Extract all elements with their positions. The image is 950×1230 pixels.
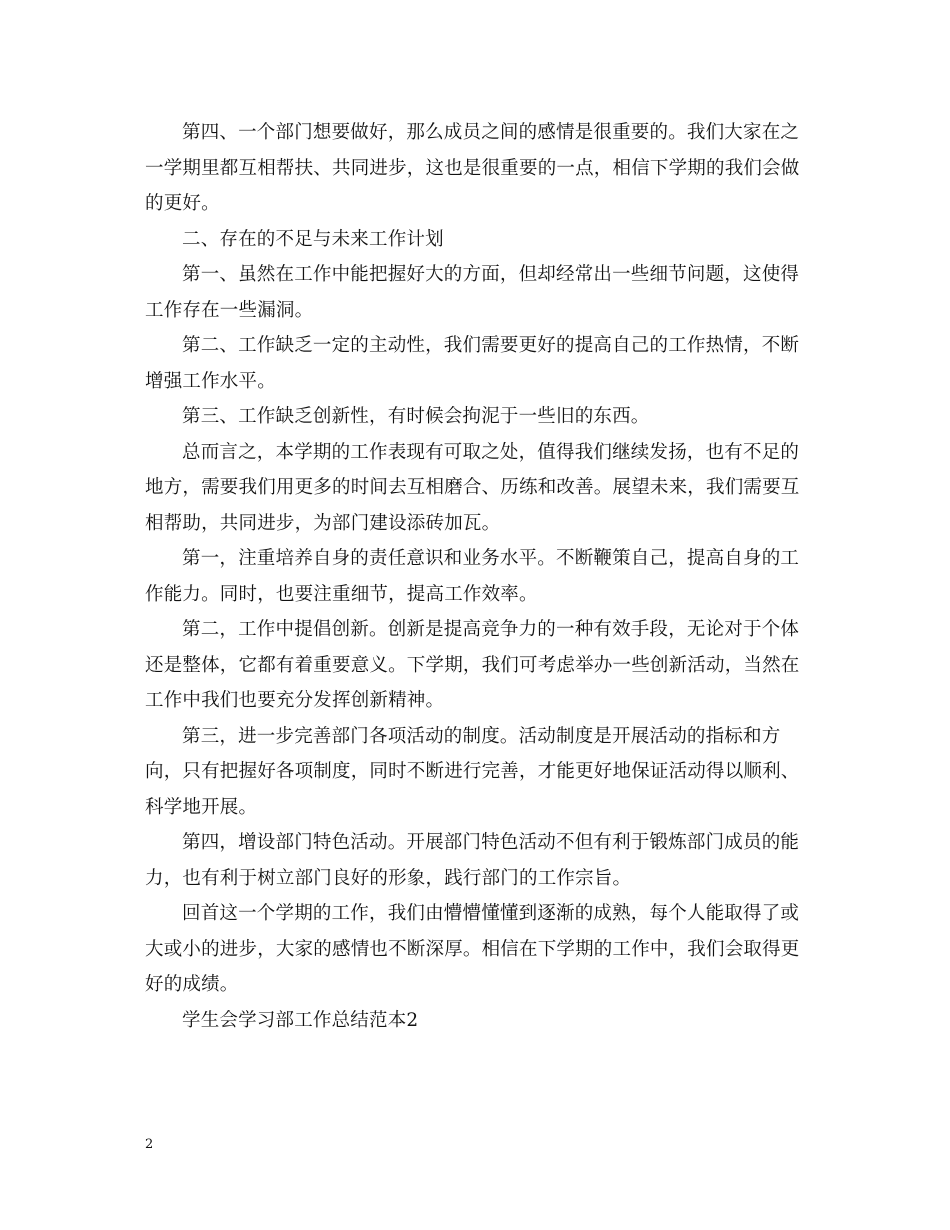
next-section-title: 学生会学习部工作总结范本2 bbox=[182, 1009, 419, 1031]
paragraph-9: 第三，进一步完善部门各项活动的制度。活动制度是开展活动的指标和方向，只有把握好各项制度，同时不断进行完善，才能更好地保证活动得以顺利、科学地开展。 bbox=[145, 725, 800, 818]
paragraph-6: 总而言之，本学期的工作表现有可取之处，值得我们继续发扬，也有不足的地方，需要我们用更多的时间去互相磨合、历练和改善。展望未来，我们需要互相帮助，共同进步，为部门建设添砖加瓦。 bbox=[145, 441, 800, 534]
page-number: 2 bbox=[145, 1137, 154, 1152]
section-heading: 二、存在的不足与未来工作计划 bbox=[182, 228, 444, 250]
paragraph-10: 第四，增设部门特色活动。开展部门特色活动不但有利于锻炼部门成员的能力，也有利于树立部门良好的形象，践行部门的工作宗旨。 bbox=[145, 832, 800, 889]
paragraph-5: 第三、工作缺乏创新性，有时候会拘泥于一些旧的东西。 bbox=[182, 406, 650, 427]
paragraph-8: 第二，工作中提倡创新。创新是提高竞争力的一种有效手段，无论对于个体还是整体，它都有着重要意义。下学期，我们可考虑举办一些创新活动，当然在工作中我们也要充分发挥创新精神。 bbox=[145, 619, 800, 711]
paragraph-1: 第四、一个部门想要做好，那么成员之间的感情是很重要的。我们大家在之一学期里都互相帮扶、共同进步，这也是很重要的一点，相信下学期的我们会做的更好。 bbox=[145, 122, 800, 214]
paragraph-3: 第一、虽然在工作中能把握好大的方面，但却经常出一些细节问题，这使得工作存在一些漏洞。 bbox=[145, 264, 800, 321]
paragraph-4: 第二、工作缺乏一定的主动性，我们需要更好的提高自己的工作热情，不断增强工作水平。 bbox=[145, 335, 800, 392]
paragraph-11: 回首这一个学期的工作，我们由懵懵懂懂到逐渐的成熟，每个人能取得了或大或小的进步，大家的感情也不断深厚。相信在下学期的工作中，我们会取得更好的成绩。 bbox=[145, 903, 800, 995]
paragraph-7: 第一，注重培养自身的责任意识和业务水平。不断鞭策自己，提高自身的工作能力。同时，也要注重细节，提高工作效率。 bbox=[145, 548, 800, 605]
document-body bbox=[145, 115, 805, 1038]
